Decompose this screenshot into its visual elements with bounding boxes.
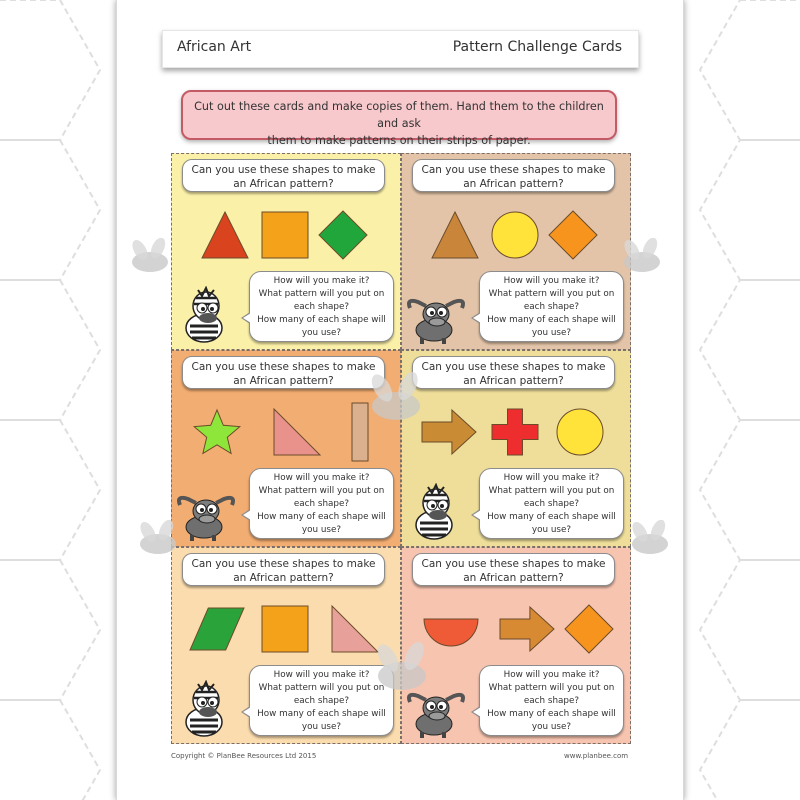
bee-watermark-icon [620,520,680,560]
triangle-shape [200,210,250,260]
card-question-line-2: an African pattern? [233,572,334,584]
square-shape [260,210,310,260]
card-prompts-bubble [249,271,394,342]
pattern-card [401,153,631,350]
card-question-line-1: Can you use these shapes to make [421,558,606,570]
card-prompt-line: What pattern will you put on [488,486,615,496]
parallelogram-shape [188,604,246,654]
card-prompts-bubble [479,468,624,539]
card-question [412,356,615,389]
card-prompt-line: What pattern will you put on [488,683,615,693]
card-question-line-2: an African pattern? [233,375,334,387]
card-prompt-line: How will you make it? [503,670,600,680]
bee-watermark-icon [120,238,180,278]
card-question-line-2: an African pattern? [233,178,334,190]
card-prompt-line: you use? [301,722,342,732]
instructions-line-1: Cut out these cards and make copies of them. Hand them to the children and ask [194,100,604,130]
card-question [182,159,385,192]
card-prompt-line: each shape? [523,696,580,706]
card-prompt-line: each shape? [523,302,580,312]
card-prompt-line: How many of each shape will [257,512,386,522]
bee-watermark-icon [356,370,436,430]
card-question [412,159,615,192]
card-prompt-line: How many of each shape will [487,315,616,325]
pattern-card [171,153,401,350]
card-question-line-2: an African pattern? [463,572,564,584]
title-bar [162,30,639,68]
card-prompt-line: each shape? [293,499,350,509]
card-prompts-bubble [479,271,624,342]
instructions-line-2: them to make patterns on their strips of paper. [267,134,531,147]
zebra-icon [178,286,230,350]
instructions-box [181,90,617,147]
star-shape [192,407,242,457]
diamond-shape [548,210,598,260]
square-shape [260,604,310,654]
zebra-icon [178,680,230,744]
triangle-shape [430,210,480,260]
website-text: www.planbee.com [564,752,629,760]
card-prompt-line: What pattern will you put on [488,289,615,299]
card-prompt-line: each shape? [293,302,350,312]
circle-shape [555,407,605,457]
card-question-line-1: Can you use these shapes to make [421,361,606,373]
cross-shape [490,407,540,457]
card-prompt-line: you use? [301,525,342,535]
diamond-shape [318,210,368,260]
card-prompt-line: How will you make it? [503,473,600,483]
card-question [182,553,385,586]
card-prompt-line: each shape? [293,696,350,706]
card-prompt-line: How will you make it? [273,276,370,286]
card-question-line-1: Can you use these shapes to make [191,361,376,373]
card-prompt-line: What pattern will you put on [258,683,385,693]
bee-watermark-icon [128,520,188,560]
card-prompt-line: How will you make it? [503,276,600,286]
card-question-line-1: Can you use these shapes to make [421,164,606,176]
card-prompt-line: How will you make it? [273,670,370,680]
card-question [412,553,615,586]
card-prompt-line: each shape? [523,499,580,509]
card-prompt-line: you use? [531,525,572,535]
card-prompt-line: How will you make it? [273,473,370,483]
card-question [182,356,385,389]
card-question-line-2: an African pattern? [463,375,564,387]
card-prompt-line: you use? [531,722,572,732]
card-question-line-2: an African pattern? [463,178,564,190]
card-prompts-bubble [249,468,394,539]
page-title: African Art [177,39,252,55]
page-subtitle: Pattern Challenge Cards [452,39,622,55]
arrow-shape [498,604,556,654]
card-prompt-line: How many of each shape will [487,709,616,719]
card-question-line-1: Can you use these shapes to make [191,164,376,176]
copyright-text: Copyright © PlanBee Resources Ltd 2015 [171,752,317,760]
card-prompt-line: How many of each shape will [257,315,386,325]
card-prompt-line: you use? [531,328,572,338]
bee-watermark-icon [612,238,672,278]
right-triangle-shape [272,407,322,457]
card-question-line-1: Can you use these shapes to make [191,558,376,570]
card-prompt-line: you use? [301,328,342,338]
zebra-icon [408,483,460,547]
card-prompts-bubble [479,665,624,736]
card-prompt-line: How many of each shape will [257,709,386,719]
bee-watermark-icon [362,640,442,700]
diamond-shape [564,604,614,654]
card-prompt-line: What pattern will you put on [258,486,385,496]
card-prompt-line: How many of each shape will [487,512,616,522]
buffalo-icon [404,294,468,348]
circle-shape [490,210,540,260]
card-prompt-line: What pattern will you put on [258,289,385,299]
